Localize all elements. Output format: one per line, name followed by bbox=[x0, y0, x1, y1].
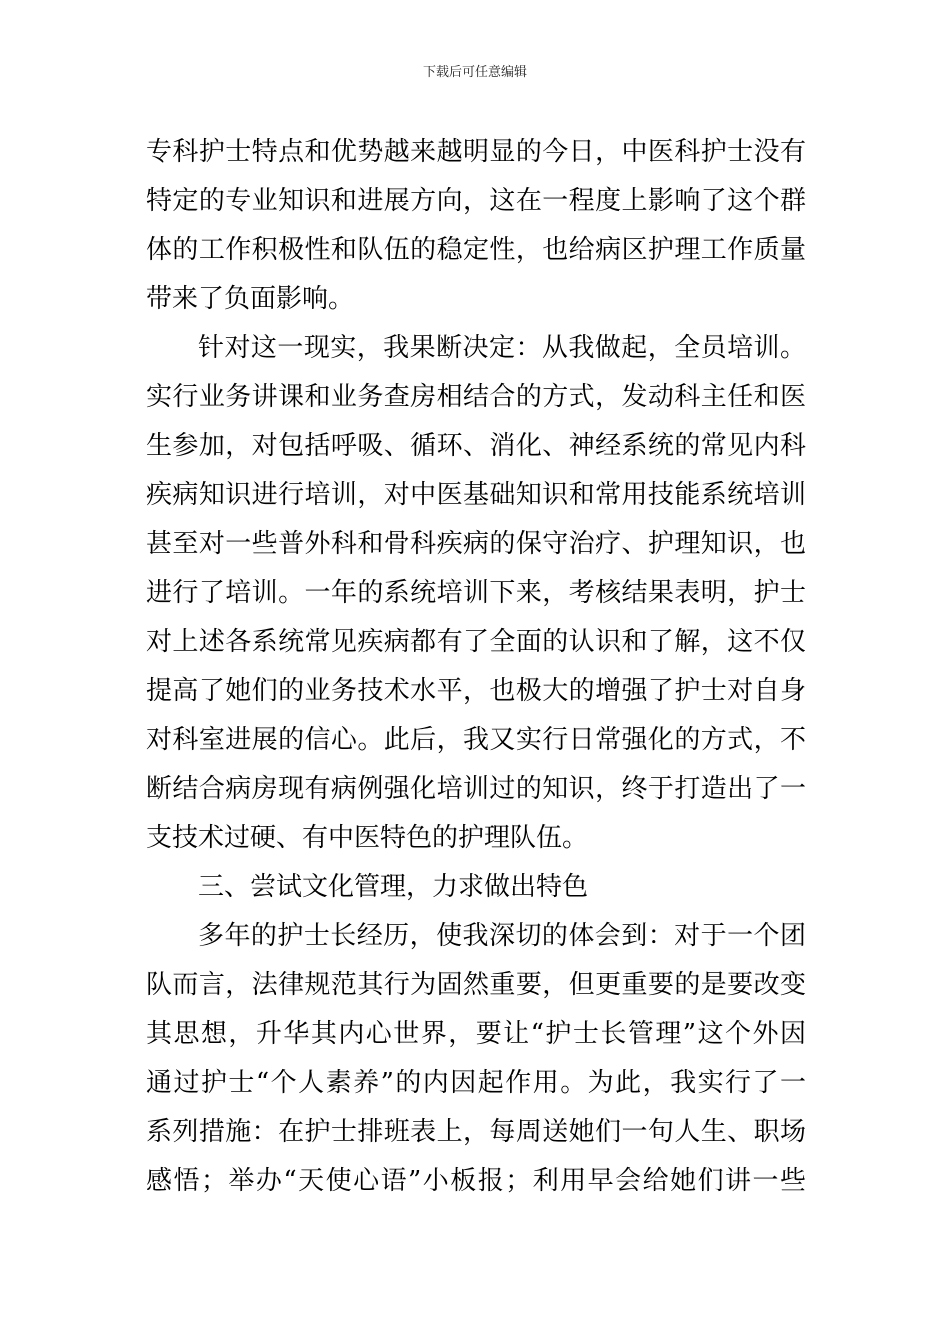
text-line: 三、尝试文化管理，力求做出特色 bbox=[198, 872, 589, 902]
text-line: 队而言，法律规范其行为固然重要，但更重要的是要改变 bbox=[146, 970, 806, 1000]
text-line: 体的工作积极性和队伍的稳定性，也给病区护理工作质量 bbox=[146, 235, 806, 265]
text-line: 生参加，对包括呼吸、循环、消化、神经系统的常见内科 bbox=[146, 431, 806, 461]
text-line: 对科室进展的信心。此后，我又实行日常强化的方式，不 bbox=[146, 725, 806, 755]
text-line: 提高了她们的业务技术水平，也极大的增强了护士对自身 bbox=[146, 676, 806, 706]
document-body bbox=[146, 128, 806, 1206]
text-line: 甚至对一些普外科和骨科疾病的保守治疗、护理知识，也 bbox=[146, 529, 806, 559]
text-line: 专科护士特点和优势越来越明显的今日，中医科护士没有 bbox=[146, 137, 806, 167]
text-line: 带来了负面影响。 bbox=[146, 284, 355, 314]
text-line: 特定的专业知识和进展方向，这在一程度上影响了这个群 bbox=[146, 186, 806, 216]
text-line: 疾病知识进行培训，对中医基础知识和常用技能系统培训 bbox=[146, 480, 806, 510]
text-line: 针对这一现实，我果断决定：从我做起，全员培训。 bbox=[198, 333, 806, 363]
text-line: 进行了培训。一年的系统培训下来，考核结果表明，护士 bbox=[146, 578, 806, 608]
text-line: 其思想，升华其内心世界，要让“护士长管理”这个外因 bbox=[146, 1019, 806, 1049]
text-line: 多年的护士长经历，使我深切的体会到：对于一个团 bbox=[198, 921, 806, 951]
text-line: 对上述各系统常见疾病都有了全面的认识和了解，这不仅 bbox=[146, 627, 806, 657]
page-header: 下载后可任意编辑 bbox=[422, 65, 527, 80]
text-line: 通过护士“个人素养”的内因起作用。为此，我实行了一 bbox=[146, 1068, 806, 1098]
text-line: 断结合病房现有病例强化培训过的知识，终于打造出了一 bbox=[146, 774, 806, 804]
text-line: 系列措施：在护士排班表上，每周送她们一句人生、职场 bbox=[146, 1117, 806, 1147]
text-line: 感悟；举办“天使心语”小板报；利用早会给她们讲一些 bbox=[146, 1166, 806, 1196]
text-line: 实行业务讲课和业务查房相结合的方式，发动科主任和医 bbox=[146, 382, 806, 412]
text-line: 支技术过硬、有中医特色的护理队伍。 bbox=[146, 823, 589, 853]
